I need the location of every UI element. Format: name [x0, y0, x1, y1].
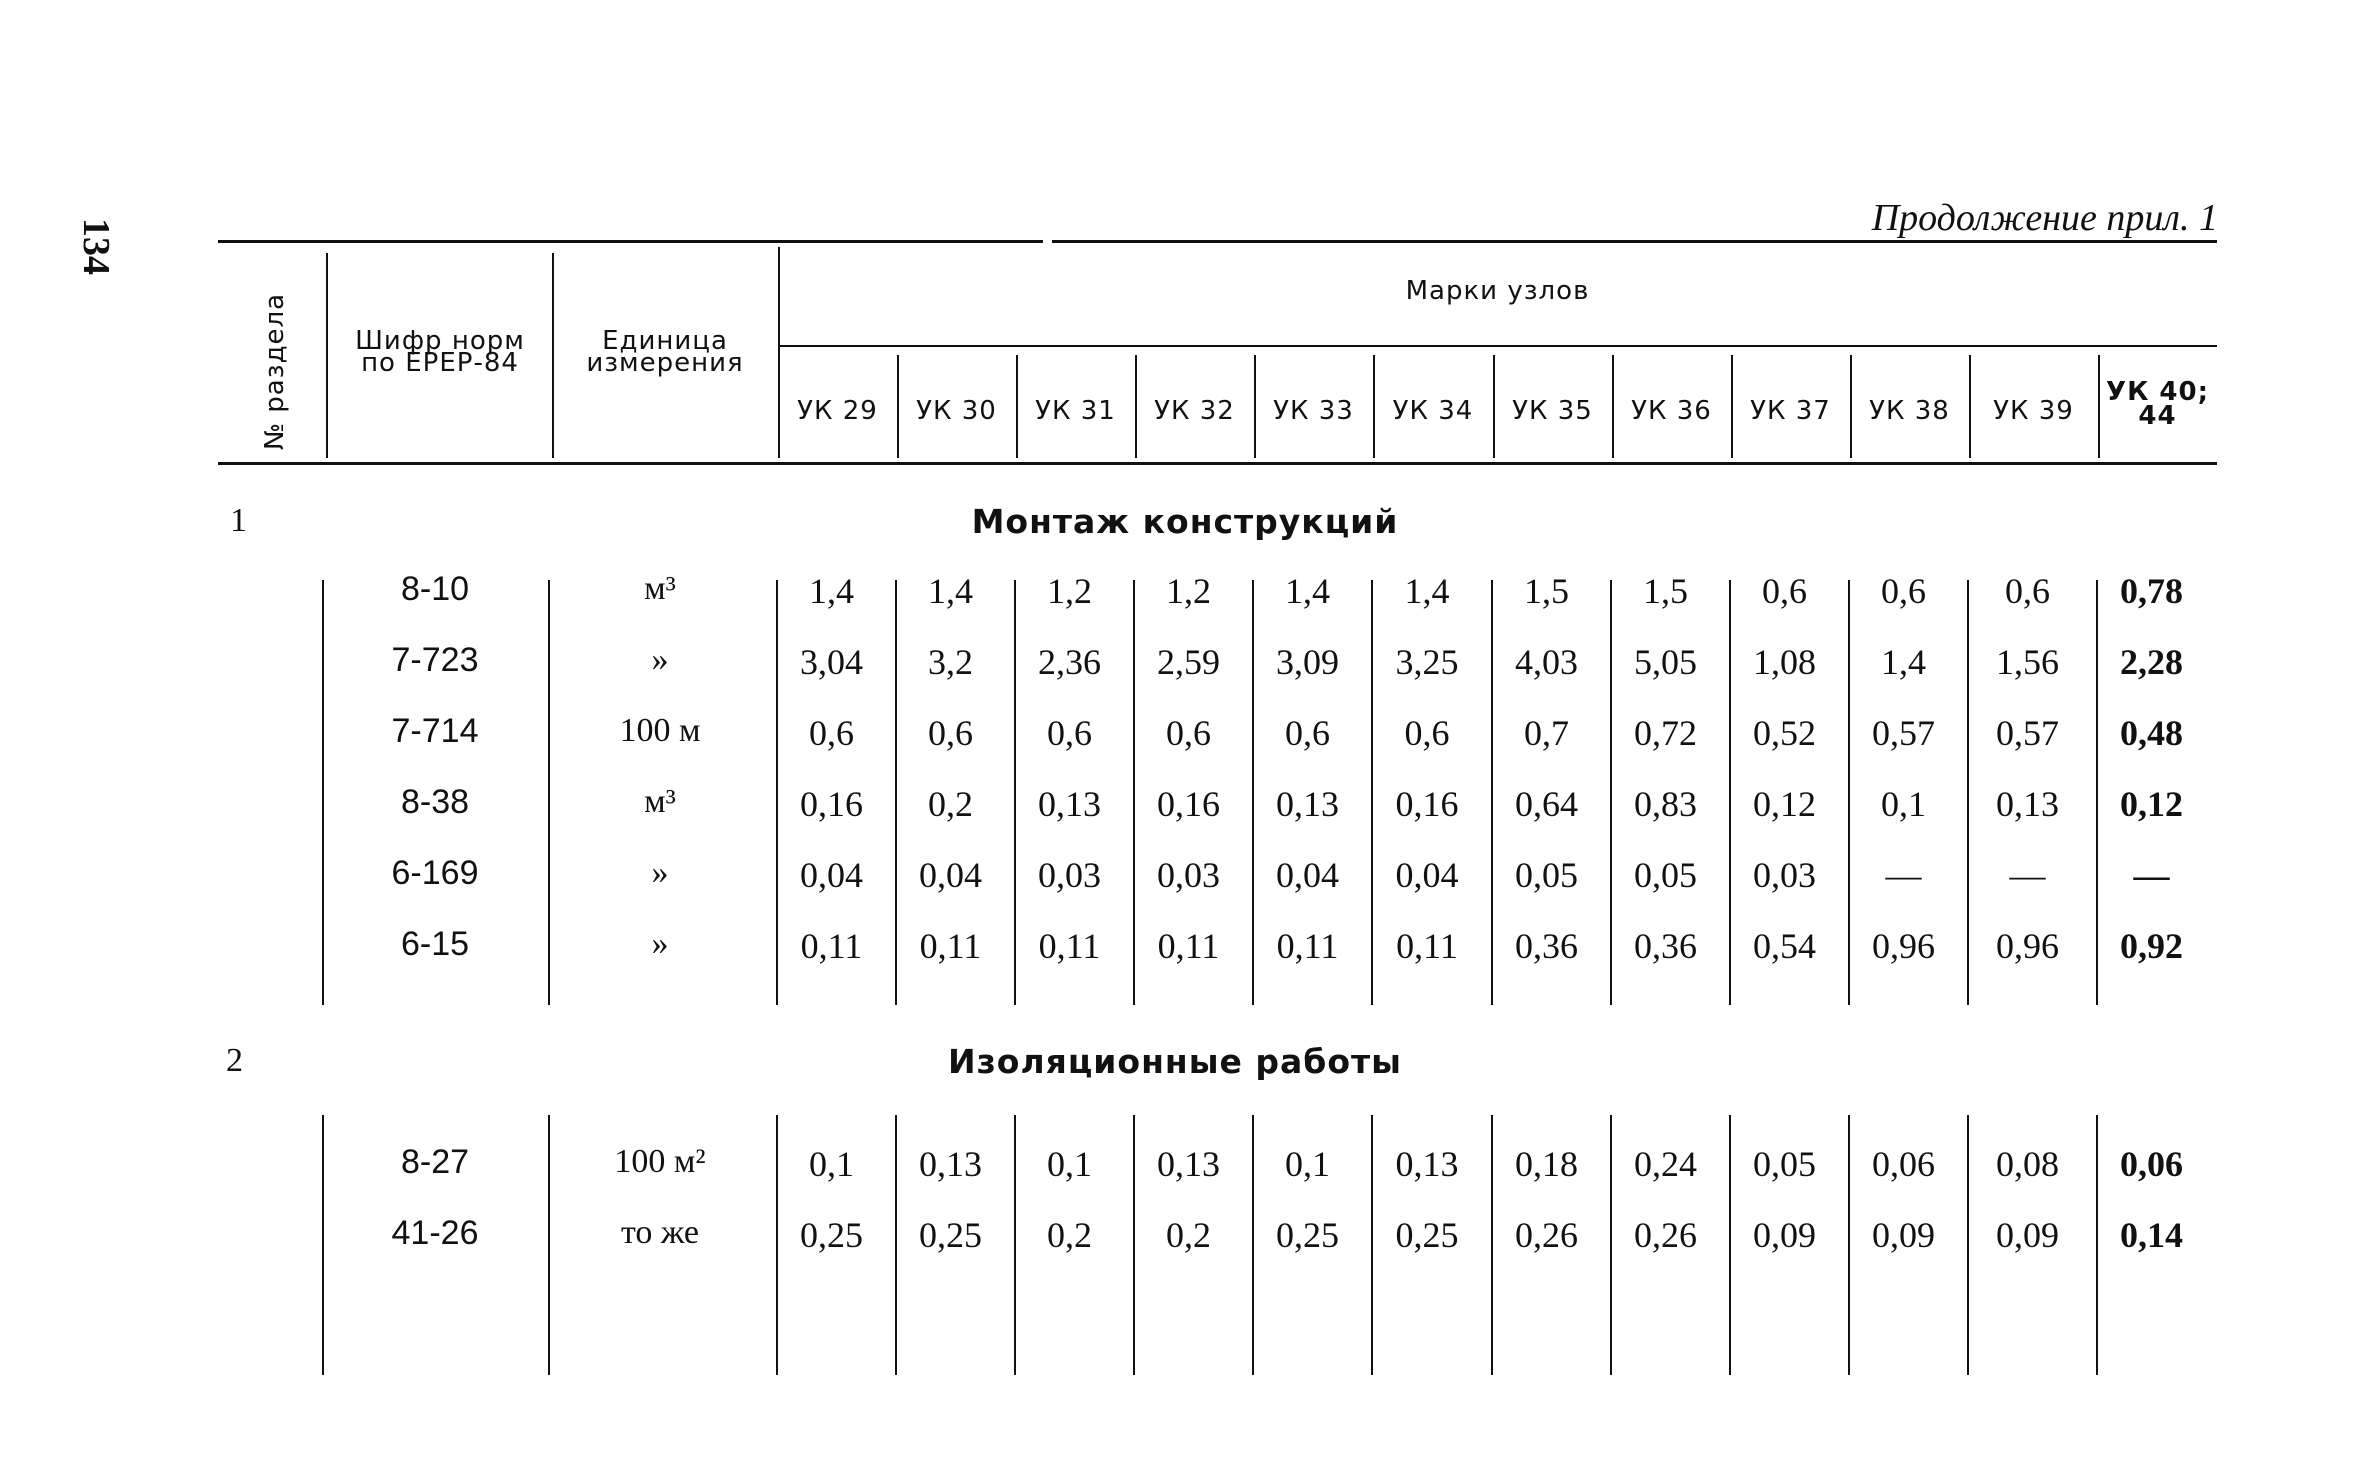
- marks-subheader-rule: [778, 345, 2217, 347]
- marks-column-header: УК 37: [1750, 396, 1831, 426]
- value-cell: 0,24: [1634, 1144, 1697, 1184]
- value-cell: —: [1885, 855, 1922, 895]
- page-number: 134: [75, 218, 117, 275]
- value-cell: 0,2: [1047, 1215, 1092, 1255]
- value-cell: 1,4: [809, 571, 854, 611]
- value-cell: 0,06: [2120, 1144, 2183, 1184]
- value-cell: 0,13: [919, 1144, 982, 1184]
- top-rule-left: [218, 240, 1043, 243]
- value-cell: 0,13: [1395, 1144, 1459, 1184]
- value-cell: 1,4: [1285, 571, 1330, 611]
- marks-column-header: УК 36: [1631, 396, 1712, 426]
- value-cell: 0,36: [1515, 926, 1578, 966]
- value-cell: 1,2: [1166, 571, 1211, 611]
- value-cell: 0,2: [1166, 1215, 1211, 1255]
- value-cell: 0,6: [1047, 713, 1092, 753]
- column-divider: [322, 580, 324, 1005]
- column-divider: [1848, 1115, 1850, 1375]
- value-cell: 5,05: [1634, 642, 1697, 682]
- value-cell: 0,16: [800, 784, 863, 824]
- header-marks-title: Марки узлов: [1405, 276, 1590, 306]
- column-divider: [1729, 580, 1731, 1005]
- header-code-line1: Шифр норм: [355, 326, 525, 356]
- norm-code: 8-10: [400, 570, 470, 608]
- column-divider: [1967, 580, 1969, 1005]
- value-cell: 0,96: [1872, 926, 1935, 966]
- value-cell: 0,6: [2005, 571, 2050, 611]
- column-divider: [1371, 1115, 1373, 1375]
- header-code: [335, 326, 545, 378]
- unit-of-measure: м³: [644, 570, 676, 607]
- value-cell: 0,04: [919, 855, 982, 895]
- norm-code: 7-723: [391, 641, 479, 679]
- value-cell: 0,57: [1996, 713, 2059, 753]
- column-divider: [1610, 580, 1612, 1005]
- value-cell: —: [2009, 855, 2046, 895]
- column-divider: [895, 580, 897, 1005]
- unit-of-measure: то же: [620, 1214, 700, 1251]
- section-title: Изоляционные работы: [948, 1042, 1402, 1081]
- header-divider: [552, 253, 554, 458]
- value-cell: —: [2133, 855, 2170, 895]
- value-cell: 1,56: [1996, 642, 2059, 682]
- value-cell: 0,03: [1038, 855, 1101, 895]
- value-cell: 0,06: [1872, 1144, 1935, 1184]
- value-cell: 0,13: [1996, 784, 2059, 824]
- value-cell: 0,7: [1524, 713, 1569, 753]
- value-cell: 0,54: [1753, 926, 1816, 966]
- value-cell: 0,13: [1276, 784, 1339, 824]
- value-cell: 1,5: [1643, 571, 1688, 611]
- value-cell: 0,04: [1395, 855, 1459, 895]
- value-cell: 0,05: [1753, 1144, 1816, 1184]
- column-divider: [1252, 1115, 1254, 1375]
- value-cell: 1,4: [1404, 571, 1450, 611]
- value-cell: 0,12: [1753, 784, 1816, 824]
- value-cell: 0,11: [1276, 926, 1339, 966]
- header-bottom-rule: [218, 462, 2217, 465]
- column-divider: [548, 1115, 550, 1375]
- value-cell: 0,13: [1157, 1144, 1220, 1184]
- value-cell: 0,11: [919, 926, 982, 966]
- column-divider: [895, 1115, 897, 1375]
- column-divider: [1729, 1115, 1731, 1375]
- value-cell: 0,83: [1634, 784, 1697, 824]
- column-divider: [322, 1115, 324, 1375]
- value-cell: 4,03: [1515, 642, 1578, 682]
- column-divider: [776, 580, 778, 1005]
- unit-of-measure: »: [651, 854, 669, 891]
- value-cell: 0,96: [1996, 926, 2059, 966]
- section-number: 1: [230, 502, 247, 539]
- value-cell: 0,1: [1881, 784, 1926, 824]
- value-cell: 0,09: [1996, 1215, 2059, 1255]
- value-cell: 1,4: [1881, 642, 1926, 682]
- unit-of-measure: »: [651, 925, 669, 962]
- value-cell: 0,13: [1038, 784, 1101, 824]
- value-cell: 0,26: [1634, 1215, 1697, 1255]
- marks-column-header: УК 35: [1512, 396, 1593, 426]
- value-cell: 0,48: [2120, 713, 2183, 753]
- value-cell: 0,14: [2120, 1215, 2183, 1255]
- value-cell: 0,6: [1285, 713, 1330, 753]
- header-unit-line2: измерения: [586, 348, 744, 378]
- column-divider: [1133, 580, 1135, 1005]
- value-cell: 3,04: [800, 642, 863, 682]
- value-cell: 0,6: [1881, 571, 1926, 611]
- top-rule-right: [1052, 240, 2217, 243]
- marks-column-header: УК 30: [916, 396, 997, 426]
- value-cell: 3,09: [1276, 642, 1339, 682]
- value-cell: 0,03: [1753, 855, 1816, 895]
- value-cell: 0,25: [800, 1215, 863, 1255]
- value-cell: 1,5: [1524, 571, 1569, 611]
- value-cell: 1,4: [928, 571, 973, 611]
- column-divider: [1848, 580, 1850, 1005]
- header-code-line2: по ЕРЕР-84: [361, 348, 519, 378]
- norm-code: 8-27: [400, 1143, 470, 1181]
- value-cell: 0,6: [1166, 713, 1211, 753]
- value-cell: 0,04: [800, 855, 863, 895]
- value-cell: 0,52: [1753, 713, 1816, 753]
- value-cell: 0,25: [1276, 1215, 1339, 1255]
- marks-column-header: УК 33: [1273, 396, 1354, 426]
- header-section-no: № раздела: [260, 292, 290, 450]
- marks-column-header: УК 34: [1392, 396, 1474, 426]
- value-cell: 0,09: [1872, 1215, 1935, 1255]
- norm-code: 41-26: [391, 1214, 479, 1252]
- value-cell: 0,11: [800, 926, 863, 966]
- value-cell: 0,92: [2120, 926, 2183, 966]
- column-divider: [548, 580, 550, 1005]
- value-cell: 0,26: [1515, 1215, 1578, 1255]
- marks-column-header: УК 39: [1993, 396, 2074, 426]
- unit-of-measure: 100 м²: [614, 1143, 706, 1180]
- header-divider: [778, 247, 780, 458]
- value-cell: 0,11: [1157, 926, 1220, 966]
- value-cell: 0,11: [1038, 926, 1101, 966]
- value-cell: 0,72: [1634, 713, 1697, 753]
- value-cell: 0,2: [928, 784, 973, 824]
- value-cell: 0,16: [1395, 784, 1459, 824]
- value-cell: 2,28: [2120, 642, 2183, 682]
- column-divider: [1014, 1115, 1016, 1375]
- value-cell: 0,6: [1404, 713, 1450, 753]
- norm-code: 7-714: [391, 712, 479, 750]
- value-cell: 0,6: [809, 713, 854, 753]
- unit-of-measure: м³: [644, 783, 676, 820]
- column-divider: [1491, 580, 1493, 1005]
- column-divider: [1133, 1115, 1135, 1375]
- value-cell: 0,1: [809, 1144, 854, 1184]
- value-cell: 0,18: [1515, 1144, 1578, 1184]
- section-number: 2: [226, 1042, 243, 1079]
- value-cell: 0,05: [1515, 855, 1578, 895]
- column-divider: [776, 1115, 778, 1375]
- unit-of-measure: »: [651, 641, 669, 678]
- column-divider: [1610, 1115, 1612, 1375]
- value-cell: 2,59: [1157, 642, 1220, 682]
- value-cell: 0,25: [919, 1215, 982, 1255]
- column-divider: [1014, 580, 1016, 1005]
- column-divider: [1491, 1115, 1493, 1375]
- value-cell: 0,78: [2120, 571, 2183, 611]
- value-cell: 0,57: [1872, 713, 1935, 753]
- marks-column-header: УК 38: [1869, 396, 1950, 426]
- norm-code: 8-38: [400, 783, 470, 821]
- value-cell: 0,12: [2120, 784, 2183, 824]
- header-unit: [560, 326, 770, 378]
- marks-column-header: УК 31: [1035, 396, 1116, 426]
- value-cell: 0,1: [1285, 1144, 1330, 1184]
- header-divider: [326, 253, 328, 458]
- norm-code: 6-15: [400, 925, 470, 963]
- section-title: Монтаж конструкций: [971, 502, 1399, 541]
- marks-column-header: УК 40; 44: [2106, 377, 2209, 431]
- column-divider: [1371, 580, 1373, 1005]
- header-unit-line1: Единица: [602, 326, 728, 356]
- column-divider: [1252, 580, 1254, 1005]
- value-cell: 0,6: [928, 713, 973, 753]
- value-cell: 0,05: [1634, 855, 1697, 895]
- value-cell: 1,2: [1047, 571, 1092, 611]
- norm-code: 6-169: [391, 854, 479, 892]
- marks-column-header: УК 29: [797, 396, 878, 426]
- column-divider: [1967, 1115, 1969, 1375]
- value-cell: 0,36: [1634, 926, 1697, 966]
- column-divider: [2096, 1115, 2098, 1375]
- value-cell: 3,2: [928, 642, 973, 682]
- value-cell: 0,04: [1276, 855, 1339, 895]
- value-cell: 2,36: [1038, 642, 1101, 682]
- value-cell: 0,16: [1157, 784, 1220, 824]
- continuation-caption: Продолжение прил. 1: [1871, 197, 2218, 239]
- value-cell: 0,08: [1996, 1144, 2059, 1184]
- value-cell: 0,64: [1515, 784, 1578, 824]
- marks-column-header: УК 32: [1154, 396, 1235, 426]
- value-cell: 1,08: [1753, 642, 1816, 682]
- value-cell: 0,09: [1753, 1215, 1816, 1255]
- value-cell: 0,1: [1047, 1144, 1092, 1184]
- value-cell: 0,25: [1395, 1215, 1459, 1255]
- value-cell: 0,03: [1157, 855, 1220, 895]
- value-cell: 0,6: [1762, 571, 1807, 611]
- value-cell: 3,25: [1395, 642, 1459, 682]
- column-divider: [2096, 580, 2098, 1005]
- unit-of-measure: 100 м: [619, 712, 701, 749]
- value-cell: 0,11: [1396, 926, 1458, 966]
